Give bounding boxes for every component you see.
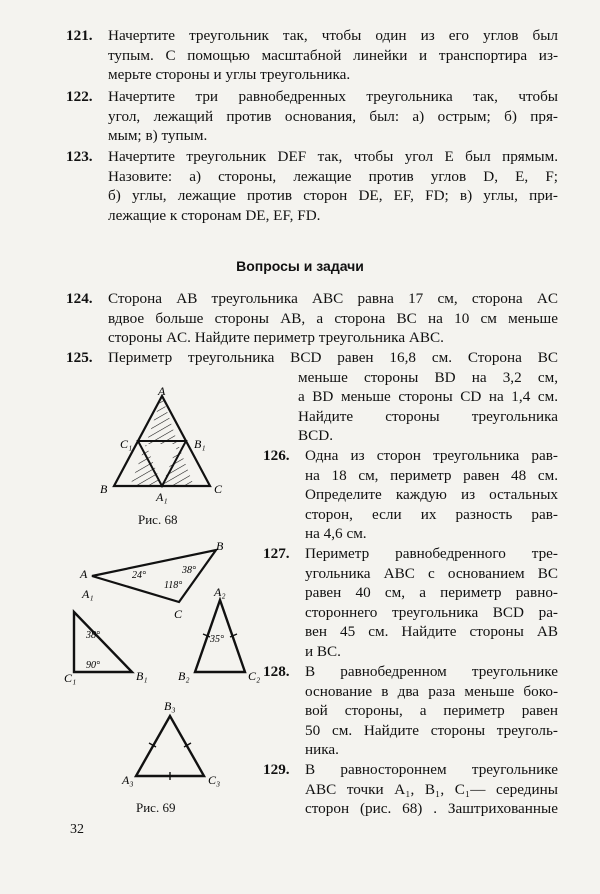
vertex-label: A₁ — [156, 490, 168, 504]
vertex-label: C₃ — [208, 773, 221, 787]
problem-text-line: мерьте стороны и углы треугольника. — [108, 66, 351, 84]
problem-number: 126. — [263, 447, 290, 464]
hatched-region — [162, 444, 194, 486]
problem-text-line: стороннего треугольника BCD ра- — [305, 603, 558, 621]
vertex-label: B₂ — [178, 669, 190, 683]
figure-68 — [96, 384, 246, 504]
angle-label: 38° — [86, 630, 100, 641]
vertex-label: A₂ — [214, 585, 226, 599]
problem-text-line: Начертите треугольник так, чтобы один из его углов был — [108, 27, 558, 44]
problem-text-line: тупым. С помощью масштабной линейки и транспортира из- — [108, 46, 558, 64]
problem-text-line: Определите каждую из остальных — [305, 486, 558, 504]
problem-text-line: сторон, если их разность рав- — [305, 505, 558, 523]
page-number: 32 — [70, 822, 84, 837]
vertex-label: C₁ — [120, 437, 133, 451]
problem-text-line: равен 40 см, а периметр равно- — [305, 584, 558, 602]
problem-128 — [263, 662, 558, 760]
problem-129 — [263, 760, 558, 819]
vertex-label: A — [80, 567, 88, 581]
angle-label: 35° — [210, 634, 224, 645]
problem-text-line: мым; в) тупым. — [108, 127, 208, 145]
hatched-region — [146, 396, 178, 444]
problem-124 — [66, 289, 558, 348]
problem-text-line: угольника ABC с основанием BC — [305, 564, 558, 582]
problem-text-line: на 4,6 см. — [305, 525, 367, 543]
problem-text-line: ABC точки A₁, B₁, C₁— середины — [305, 780, 558, 798]
vertex-label: A₃ — [122, 773, 134, 787]
triangle-right — [74, 612, 132, 672]
vertex-label: A₁ — [82, 587, 94, 601]
problem-text-line: а BD меньше стороны CD на 1,4 см. — [298, 388, 558, 406]
figure-caption: Рис. 68 — [138, 512, 178, 527]
problem-text-line: вдвое больше стороны AB, а сторона BC на 10 см меньше — [108, 309, 558, 327]
problem-text-line: сторон (рис. 68) . Заштрихованные — [305, 800, 558, 818]
problem-123 — [66, 147, 558, 225]
problem-number: 128. — [263, 663, 290, 680]
problem-122 — [66, 87, 558, 146]
problem-text-line: стороны AC. Найдите периметр треугольника ABC. — [108, 329, 444, 347]
problem-number: 122. — [66, 88, 93, 105]
problem-text-line: и BC. — [305, 642, 341, 660]
problem-number: 123. — [66, 148, 93, 165]
problem-126 — [263, 446, 558, 544]
hatched-region — [130, 444, 162, 486]
problem-text-line: 50 см. Найдите стороны треуголь- — [305, 721, 558, 739]
problem-text-line: Начертите три равнобедренных треугольника так, чтобы — [108, 88, 558, 105]
problem-text-line: Назовите: а) стороны, лежащие против углов D, E, F; — [108, 167, 558, 185]
vertex-label: B — [100, 482, 108, 496]
vertex-label: B₃ — [164, 699, 176, 713]
problem-text-line: вой стороны, а периметр равен — [305, 702, 558, 720]
vertex-label: C₁ — [64, 671, 77, 685]
vertex-label: A — [158, 384, 166, 398]
figure-caption: Рис. 69 — [136, 800, 176, 815]
angle-label: 118° — [164, 580, 183, 591]
angle-label: 90° — [86, 660, 100, 671]
problem-121 — [66, 26, 558, 85]
vertex-label: C — [174, 607, 183, 621]
angle-label: 38° — [182, 565, 196, 576]
problem-text-line: Найдите стороны треугольника — [298, 407, 558, 425]
problem-text-line: Периметр равнобедренного тре- — [305, 545, 558, 562]
problem-text-line: Периметр треугольника BCD равен 16,8 см. Сторона BC — [108, 349, 558, 366]
problem-text-line: BCD. — [298, 427, 334, 445]
problem-number: 129. — [263, 761, 290, 778]
triangle-equilateral — [136, 716, 204, 776]
problem-127 — [263, 544, 558, 662]
vertex-label: C₂ — [248, 669, 261, 683]
section-heading: Вопросы и задачи — [236, 258, 364, 274]
problem-text-line: В равностороннем треугольнике — [305, 761, 558, 778]
problem-number: 127. — [263, 545, 290, 562]
problem-text-line: ника. — [305, 741, 339, 759]
problem-text-line: лежащие к сторонам DE, EF, FD. — [108, 206, 321, 224]
problem-text-line: основание в два раза меньше боко- — [305, 682, 558, 700]
vertex-label: B₁ — [136, 669, 148, 683]
triangle-obtuse — [92, 550, 216, 602]
problem-text-line: В равнобедренном треугольнике — [305, 663, 558, 680]
problem-text-line: угол, лежащий против основания, был: а) острым; б) пря- — [108, 107, 558, 125]
problem-text-line: вен 45 см. Найдите стороны AB — [305, 623, 558, 641]
angle-label: 24° — [132, 570, 146, 581]
problem-text-line: меньше стороны BD на 3,2 см, — [298, 368, 558, 386]
problem-number: 121. — [66, 27, 93, 44]
problem-text-line: Одна из сторон треугольника рав- — [305, 447, 558, 464]
problem-text-line: б) углы, лежащие против сторон DE, EF, FD; в) углы, при- — [108, 187, 558, 205]
problem-number: 124. — [66, 290, 93, 307]
problem-number: 125. — [66, 349, 93, 366]
vertex-label: B — [216, 539, 224, 553]
problem-text-line: Начертите треугольник DEF так, чтобы угол E был прямым. — [108, 148, 558, 165]
problem-text-line: на 18 см, периметр равен 48 см. — [305, 466, 558, 484]
vertex-label: B₁ — [194, 437, 206, 451]
problem-text-line: Сторона AB треугольника ABC равна 17 см, сторона AC — [108, 290, 558, 307]
figure-69 — [64, 538, 274, 796]
vertex-label: C — [214, 482, 223, 496]
